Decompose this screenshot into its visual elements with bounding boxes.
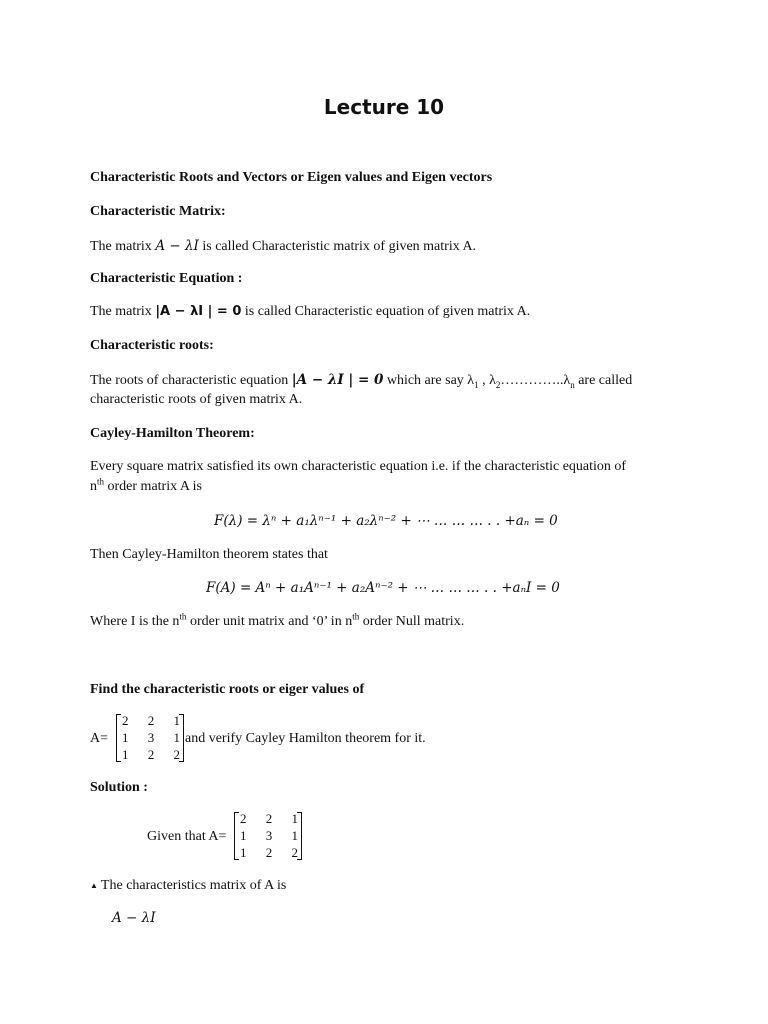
solution-heading: Solution : bbox=[90, 780, 148, 795]
matrix-cell: 2 bbox=[147, 747, 155, 762]
cayley-hamilton-formula: F(A) = Aⁿ + a₁Aⁿ⁻¹ + a₂Aⁿ⁻² + ⋯ … … … . . +aₙI = 0 bbox=[206, 580, 560, 596]
matrix-cell: 1 bbox=[291, 811, 298, 826]
matrix-cell: 3 bbox=[147, 730, 155, 745]
matrix-cell: 2 bbox=[240, 811, 247, 826]
matrix-cell: 1 bbox=[240, 845, 247, 860]
char-equation-heading: Characteristic Equation : bbox=[90, 271, 243, 286]
matrix-cell: 1 bbox=[173, 730, 180, 745]
matrix-cell: 3 bbox=[265, 828, 273, 843]
matrix-cell: 2 bbox=[265, 845, 273, 860]
char-matrix-text: The matrix A − λI is called Characteristic matrix of given matrix A. bbox=[90, 238, 477, 254]
matrix-cell: 1 bbox=[240, 828, 247, 843]
given-label: Given that A= bbox=[147, 829, 227, 844]
cayley-text-line1: Every square matrix satisfied its own characteristic equation i.e. if the characteristic equation of bbox=[90, 459, 627, 474]
section-heading: Characteristic Roots and Vectors or Eigen values and Eigen vectors bbox=[90, 170, 493, 185]
bullet-icon: ▲ bbox=[90, 881, 98, 890]
math-expression: |A − λI | = 0 bbox=[155, 304, 242, 319]
math-expression: |A − λI | = 0 bbox=[291, 372, 384, 388]
cayley-text-line2: $n^{th}$ order matrix A is bbox=[90, 476, 203, 494]
matrix-cell: 2 bbox=[291, 845, 298, 860]
char-equation-text: The matrix |A − λI | = 0 is called Characteristic equation of given matrix A. bbox=[90, 304, 531, 319]
cayley-heading: Cayley-Hamilton Theorem: bbox=[90, 426, 255, 441]
matrix-cell: 1 bbox=[173, 713, 180, 728]
matrix-cell: 2 bbox=[173, 747, 180, 762]
char-matrix-line: ▲ The characteristics matrix of A is bbox=[90, 878, 287, 894]
matrix-cell: 2 bbox=[122, 713, 129, 728]
char-roots-heading: Characteristic roots: bbox=[90, 338, 214, 353]
problem-heading: Find the characteristic roots or eiger values of bbox=[90, 682, 365, 697]
matrix-a-label: A= bbox=[90, 731, 109, 746]
math-expression: A − λI bbox=[155, 238, 199, 254]
char-matrix-heading: Characteristic Matrix: bbox=[90, 204, 226, 219]
cayley-then-text: Then Cayley-Hamilton theorem states that bbox=[90, 547, 328, 562]
problem-text: and verify Cayley Hamilton theorem for it. bbox=[185, 731, 426, 746]
char-roots-text: The roots of characteristic equation |A − λI | = 0 which are say $\lambda_1$ , $\lambda_2\dots\dots\dots\dots..\lambda_n$ are called bbox=[90, 372, 633, 390]
characteristic-equation-formula: F(λ) = λⁿ + a₁λⁿ⁻¹ + a₂λⁿ⁻² + ⋯ … … … . . +aₙ = 0 bbox=[214, 513, 558, 529]
matrix-cell: 1 bbox=[122, 730, 129, 745]
char-matrix-expression: A − λI bbox=[112, 910, 156, 926]
cayley-where-text: Where I is the $n^{th}$ order unit matrix and ‘0’ in $n^{th}$ order Null matrix. bbox=[90, 611, 465, 629]
matrix-cell: 2 bbox=[265, 811, 273, 826]
matrix-cell: 1 bbox=[122, 747, 129, 762]
page-title: Lecture 10 bbox=[323, 95, 445, 119]
given-matrix bbox=[234, 812, 302, 860]
char-roots-text-line2: characteristic roots of given matrix A. bbox=[90, 392, 303, 407]
matrix-cell: 1 bbox=[291, 828, 298, 843]
matrix-cell: 2 bbox=[147, 713, 155, 728]
matrix-a bbox=[116, 714, 184, 762]
